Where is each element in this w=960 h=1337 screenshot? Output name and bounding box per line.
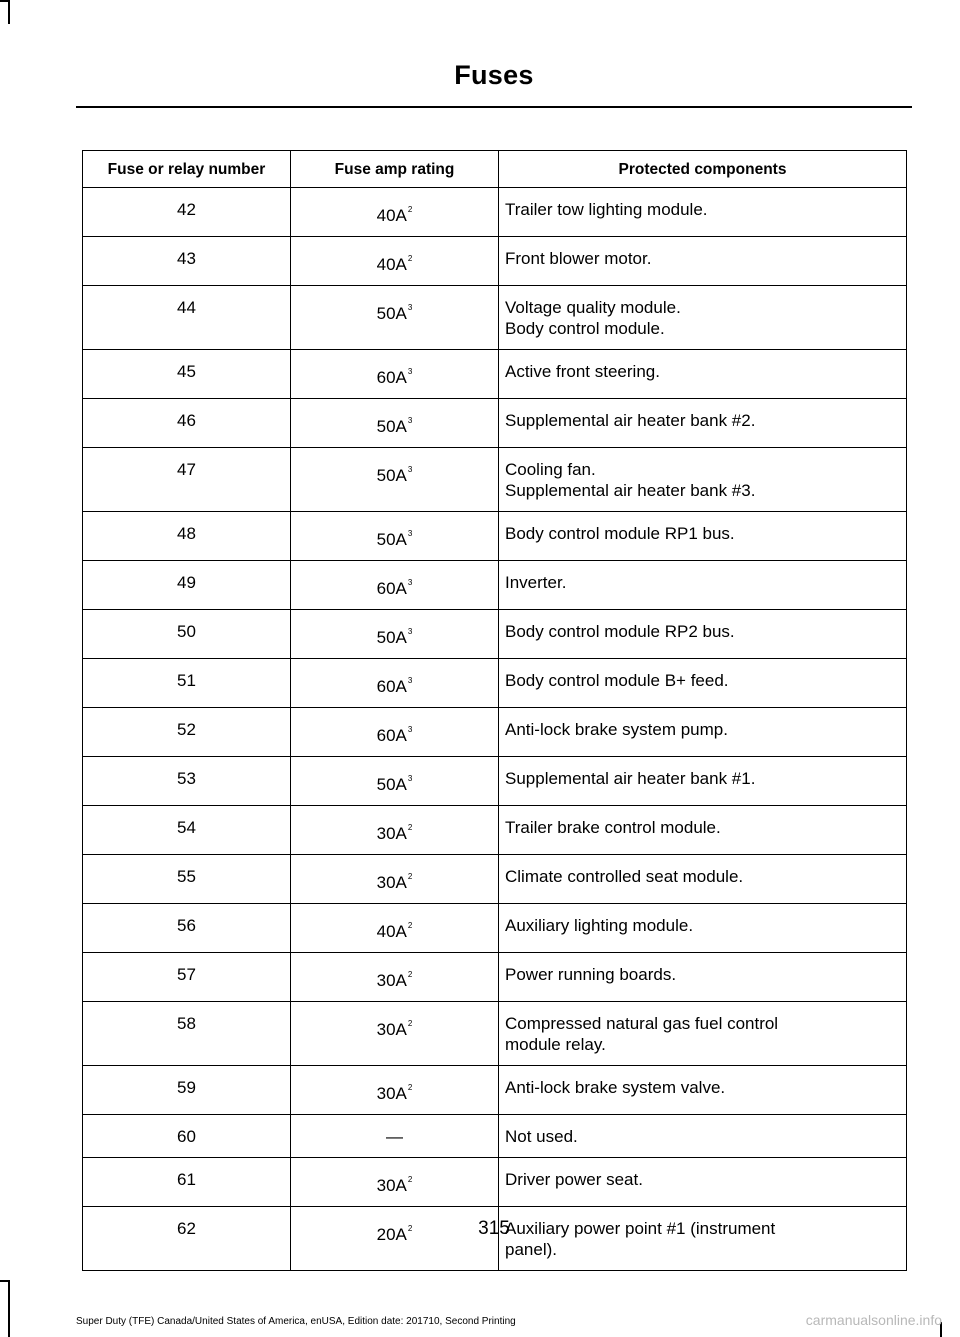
footnote-marker: 3 xyxy=(407,416,413,425)
footnote-marker: 3 xyxy=(407,529,413,538)
amp-rating-cell xyxy=(291,904,499,953)
fuse-number-cell: 61 xyxy=(83,1158,291,1207)
amp-rating-value: 50A xyxy=(376,417,407,436)
table-row xyxy=(83,350,907,399)
table-row xyxy=(83,1158,907,1207)
fuse-number-cell: 45 xyxy=(83,350,291,399)
protected-components-cell xyxy=(499,286,907,350)
crop-mark-bottom-left xyxy=(8,1280,10,1337)
amp-rating-value: 30A xyxy=(376,1084,407,1103)
fuse-number-cell: 60 xyxy=(83,1115,291,1158)
protected-components-cell xyxy=(499,610,907,659)
amp-rating-cell xyxy=(291,757,499,806)
amp-rating-cell xyxy=(291,708,499,757)
footnote-marker: 3 xyxy=(407,465,413,474)
amp-rating-cell xyxy=(291,659,499,708)
component-line: Front blower motor. xyxy=(505,249,652,268)
amp-rating-value: 30A xyxy=(376,873,407,892)
amp-rating-cell xyxy=(291,610,499,659)
footnote-marker: 2 xyxy=(407,921,413,930)
amp-rating-cell xyxy=(291,806,499,855)
fuse-number-cell: 56 xyxy=(83,904,291,953)
footnote-marker: 2 xyxy=(407,823,413,832)
protected-components-cell xyxy=(499,448,907,512)
protected-components-cell xyxy=(499,904,907,953)
footnote-marker: 2 xyxy=(407,1224,413,1233)
component-line: Anti-lock brake system pump. xyxy=(505,720,728,739)
amp-rating-cell xyxy=(291,1002,499,1066)
footnote-marker: 3 xyxy=(407,627,413,636)
footnote-marker: 2 xyxy=(407,1175,413,1184)
fuse-number-cell: 55 xyxy=(83,855,291,904)
amp-rating-value: 30A xyxy=(376,824,407,843)
page-title: Fuses xyxy=(454,60,534,90)
amp-rating-cell xyxy=(291,399,499,448)
footnote-marker: 2 xyxy=(407,1019,413,1028)
amp-rating-value: 30A xyxy=(376,1020,407,1039)
table-row xyxy=(83,1115,907,1158)
amp-rating-value: 50A xyxy=(376,628,407,647)
fuse-number-cell: 43 xyxy=(83,237,291,286)
amp-rating-cell xyxy=(291,448,499,512)
crop-mark-bottom-left-h xyxy=(0,1280,10,1282)
protected-components-cell xyxy=(499,659,907,708)
protected-components-cell xyxy=(499,708,907,757)
fuse-number-cell: 48 xyxy=(83,512,291,561)
component-line: panel). xyxy=(505,1240,557,1259)
component-line: Not used. xyxy=(505,1127,578,1146)
amp-rating-cell xyxy=(291,188,499,237)
component-line: Supplemental air heater bank #3. xyxy=(505,481,756,500)
amp-rating-cell xyxy=(291,953,499,1002)
fuse-number-cell: 49 xyxy=(83,561,291,610)
protected-components-cell xyxy=(499,1002,907,1066)
protected-components-cell xyxy=(499,806,907,855)
amp-rating-value: 60A xyxy=(376,368,407,387)
table-row xyxy=(83,659,907,708)
amp-rating-value: 50A xyxy=(376,304,407,323)
component-line: Driver power seat. xyxy=(505,1170,643,1189)
footnote-marker: 3 xyxy=(407,367,413,376)
amp-rating-value: 50A xyxy=(376,775,407,794)
fuse-number-cell: 57 xyxy=(83,953,291,1002)
table-row xyxy=(83,757,907,806)
amp-rating-value: 30A xyxy=(376,971,407,990)
component-line: Supplemental air heater bank #1. xyxy=(505,769,756,788)
protected-components-cell xyxy=(499,237,907,286)
fuse-number-cell: 42 xyxy=(83,188,291,237)
component-line: Body control module RP1 bus. xyxy=(505,524,735,543)
header-fuse-number: Fuse or relay number xyxy=(83,151,291,188)
page-number: 315 xyxy=(478,1218,510,1239)
component-line: Anti-lock brake system valve. xyxy=(505,1078,726,1097)
amp-rating-value: 60A xyxy=(376,677,407,696)
amp-rating-value: 60A xyxy=(376,726,407,745)
protected-components-cell xyxy=(499,561,907,610)
fuse-table xyxy=(82,150,907,1271)
amp-rating-value: 40A xyxy=(376,922,407,941)
amp-rating-value: 40A xyxy=(376,255,407,274)
amp-rating-value: 50A xyxy=(376,466,407,485)
amp-rating-cell xyxy=(291,350,499,399)
protected-components-cell xyxy=(499,953,907,1002)
footnote-marker: 2 xyxy=(407,970,413,979)
footnote-marker: 3 xyxy=(407,578,413,587)
amp-rating-cell xyxy=(291,1158,499,1207)
amp-rating-value: 60A xyxy=(376,579,407,598)
amp-rating-cell xyxy=(291,855,499,904)
component-line: Voltage quality module. xyxy=(505,298,681,317)
component-line: Climate controlled seat module. xyxy=(505,867,744,886)
footnote-marker: 2 xyxy=(407,1083,413,1092)
crop-mark-top-left-vertical xyxy=(8,0,10,24)
fuse-number-cell: 53 xyxy=(83,757,291,806)
header-protected-components: Protected components xyxy=(499,151,907,188)
table-row xyxy=(83,1002,907,1066)
protected-components-cell xyxy=(499,757,907,806)
fuse-table-body xyxy=(83,188,907,1271)
footnote-marker: 2 xyxy=(407,872,413,881)
table-row xyxy=(83,399,907,448)
amp-rating-value: — xyxy=(386,1127,403,1146)
footnote-marker: 2 xyxy=(407,254,413,263)
watermark: carmanualsonline.info xyxy=(805,1312,942,1328)
footnote-marker: 3 xyxy=(407,676,413,685)
table-row xyxy=(83,448,907,512)
protected-components-cell xyxy=(499,188,907,237)
header-amp-rating: Fuse amp rating xyxy=(291,151,499,188)
fuse-number-cell: 52 xyxy=(83,708,291,757)
table-row xyxy=(83,708,907,757)
amp-rating-value: 20A xyxy=(376,1225,407,1244)
table-header-row xyxy=(83,151,907,188)
protected-components-cell xyxy=(499,1158,907,1207)
fuse-number-cell: 50 xyxy=(83,610,291,659)
fuse-number-cell: 54 xyxy=(83,806,291,855)
table-row xyxy=(83,855,907,904)
table-row xyxy=(83,904,907,953)
protected-components-cell xyxy=(499,512,907,561)
table-row xyxy=(83,953,907,1002)
component-line: Compressed natural gas fuel control xyxy=(505,1014,779,1033)
amp-rating-cell xyxy=(291,1115,499,1158)
component-line: Active front steering. xyxy=(505,362,660,381)
component-line: Body control module RP2 bus. xyxy=(505,622,735,641)
table-row xyxy=(83,512,907,561)
fuse-number-cell: 58 xyxy=(83,1002,291,1066)
fuse-number-cell: 62 xyxy=(83,1207,291,1271)
component-line: Auxiliary lighting module. xyxy=(505,916,694,935)
component-line: Body control module B+ feed. xyxy=(505,671,729,690)
component-line: Supplemental air heater bank #2. xyxy=(505,411,756,430)
table-row xyxy=(83,237,907,286)
protected-components-cell xyxy=(499,1066,907,1115)
footer-edition: Super Duty (TFE) Canada/United States of America, enUSA, Edition date: 201710, Second Printing xyxy=(76,1316,516,1327)
fuse-number-cell: 44 xyxy=(83,286,291,350)
amp-rating-cell xyxy=(291,512,499,561)
table-row xyxy=(83,561,907,610)
component-line: Auxiliary power point #1 (instrument xyxy=(505,1219,776,1238)
protected-components-cell xyxy=(499,1115,907,1158)
component-line: Body control module. xyxy=(505,319,665,338)
fuse-number-cell: 59 xyxy=(83,1066,291,1115)
amp-rating-value: 50A xyxy=(376,530,407,549)
protected-components-cell xyxy=(499,350,907,399)
amp-rating-cell xyxy=(291,1066,499,1115)
protected-components-cell xyxy=(499,855,907,904)
fuse-number-cell: 47 xyxy=(83,448,291,512)
component-line: Inverter. xyxy=(505,573,567,592)
table-row xyxy=(83,286,907,350)
amp-rating-cell xyxy=(291,237,499,286)
footnote-marker: 2 xyxy=(407,205,413,214)
component-line: Trailer tow lighting module. xyxy=(505,200,708,219)
amp-rating-cell xyxy=(291,561,499,610)
title-divider xyxy=(76,106,912,108)
component-line: Power running boards. xyxy=(505,965,677,984)
table-row xyxy=(83,610,907,659)
amp-rating-value: 40A xyxy=(376,206,407,225)
fuse-number-cell: 51 xyxy=(83,659,291,708)
amp-rating-cell xyxy=(291,286,499,350)
footnote-marker: 3 xyxy=(407,303,413,312)
footnote-marker: 3 xyxy=(407,725,413,734)
amp-rating-value: 30A xyxy=(376,1176,407,1195)
table-row xyxy=(83,188,907,237)
protected-components-cell xyxy=(499,399,907,448)
fuse-number-cell: 46 xyxy=(83,399,291,448)
component-line: Trailer brake control module. xyxy=(505,818,721,837)
component-line: module relay. xyxy=(505,1035,606,1054)
footnote-marker: 3 xyxy=(407,774,413,783)
component-line: Cooling fan. xyxy=(505,460,596,479)
table-row xyxy=(83,806,907,855)
table-row xyxy=(83,1066,907,1115)
